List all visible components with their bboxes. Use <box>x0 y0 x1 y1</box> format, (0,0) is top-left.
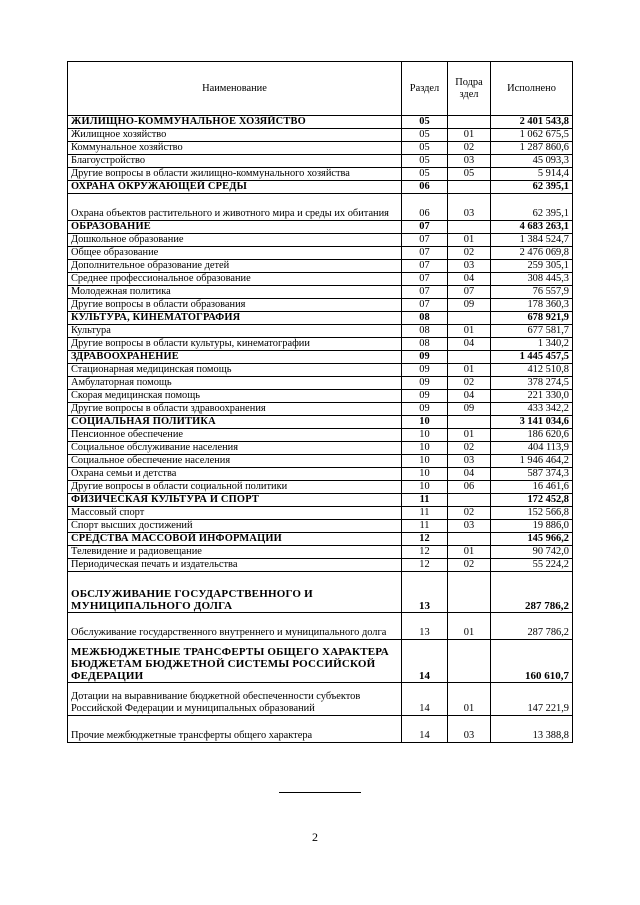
row-executed-amount: 1 287 860,6 <box>491 142 573 155</box>
row-subsection-code: 01 <box>448 613 491 640</box>
row-name: Прочие межбюджетные трансферты общего характера <box>68 716 402 743</box>
table-row <box>68 507 573 520</box>
row-name: Пенсионное обеспечение <box>68 429 402 442</box>
row-name: СОЦИАЛЬНАЯ ПОЛИТИКА <box>68 416 402 429</box>
row-section-code: 12 <box>402 533 448 546</box>
row-subsection-code: 04 <box>448 338 491 351</box>
table-row <box>68 559 573 572</box>
row-executed-amount: 4 683 263,1 <box>491 221 573 234</box>
row-subsection-code: 03 <box>448 455 491 468</box>
row-subsection-code <box>448 416 491 429</box>
row-subsection-code <box>448 533 491 546</box>
row-subsection-code: 02 <box>448 442 491 455</box>
table-row <box>68 247 573 260</box>
row-executed-amount: 677 581,7 <box>491 325 573 338</box>
row-section-code: 11 <box>402 520 448 533</box>
row-section-code: 05 <box>402 116 448 129</box>
row-executed-amount: 1 384 524,7 <box>491 234 573 247</box>
section-total-row <box>68 116 573 129</box>
row-subsection-code: 01 <box>448 683 491 716</box>
row-name: ЖИЛИЩНО-КОММУНАЛЬНОЕ ХОЗЯЙСТВО <box>68 116 402 129</box>
section-total-row <box>68 181 573 194</box>
row-name: МЕЖБЮДЖЕТНЫЕ ТРАНСФЕРТЫ ОБЩЕГО ХАРАКТЕРА БЮДЖЕТАМ БЮДЖЕТНОЙ СИСТЕМЫ РОССИЙСКОЙ ФЕДЕРАЦИИ <box>68 640 402 683</box>
row-section-code: 07 <box>402 286 448 299</box>
table-row <box>68 403 573 416</box>
row-executed-amount: 678 921,9 <box>491 312 573 325</box>
table-row <box>68 716 573 743</box>
page-number: 2 <box>312 830 318 844</box>
row-name: Стационарная медицинская помощь <box>68 364 402 377</box>
row-name: Социальное обслуживание населения <box>68 442 402 455</box>
row-section-code: 10 <box>402 416 448 429</box>
row-subsection-code: 09 <box>448 403 491 416</box>
row-name: Другие вопросы в области социальной политики <box>68 481 402 494</box>
row-executed-amount: 308 445,3 <box>491 273 573 286</box>
row-section-code: 10 <box>402 468 448 481</box>
row-name: Массовый спорт <box>68 507 402 520</box>
row-subsection-code: 01 <box>448 364 491 377</box>
row-section-code: 10 <box>402 429 448 442</box>
row-executed-amount: 76 557,9 <box>491 286 573 299</box>
table-row <box>68 613 573 640</box>
row-executed-amount: 378 274,5 <box>491 377 573 390</box>
row-executed-amount: 3 141 034,6 <box>491 416 573 429</box>
row-name: Другие вопросы в области жилищно-коммунального хозяйства <box>68 168 402 181</box>
row-section-code: 10 <box>402 455 448 468</box>
row-subsection-code <box>448 351 491 364</box>
section-total-row <box>68 312 573 325</box>
table-row <box>68 481 573 494</box>
table-row <box>68 455 573 468</box>
row-executed-amount: 287 786,2 <box>491 572 573 613</box>
row-section-code: 07 <box>402 221 448 234</box>
row-subsection-code: 02 <box>448 507 491 520</box>
header-executed: Исполнено <box>491 62 573 116</box>
row-section-code: 13 <box>402 572 448 613</box>
row-executed-amount: 62 395,1 <box>491 181 573 194</box>
section-total-row <box>68 351 573 364</box>
row-subsection-code <box>448 640 491 683</box>
row-executed-amount: 221 330,0 <box>491 390 573 403</box>
row-section-code: 06 <box>402 181 448 194</box>
table-row <box>68 299 573 312</box>
row-name: Другие вопросы в области образования <box>68 299 402 312</box>
row-executed-amount: 152 566,8 <box>491 507 573 520</box>
row-subsection-code: 04 <box>448 468 491 481</box>
row-subsection-code: 03 <box>448 716 491 743</box>
row-name: Дотации на выравнивание бюджетной обеспеченности субъектов Российской Федерации и муниципальных образований <box>68 683 402 716</box>
row-subsection-code: 01 <box>448 429 491 442</box>
row-executed-amount: 1 340,2 <box>491 338 573 351</box>
table-row <box>68 142 573 155</box>
row-executed-amount: 172 452,8 <box>491 494 573 507</box>
table-row <box>68 520 573 533</box>
row-executed-amount: 404 113,9 <box>491 442 573 455</box>
section-total-row <box>68 640 573 683</box>
row-subsection-code: 01 <box>448 129 491 142</box>
table-row <box>68 260 573 273</box>
row-section-code: 11 <box>402 507 448 520</box>
table-row <box>68 546 573 559</box>
row-name: ОХРАНА ОКРУЖАЮЩЕЙ СРЕДЫ <box>68 181 402 194</box>
row-name: Другие вопросы в области культуры, кинематографии <box>68 338 402 351</box>
row-name: Спорт высших достижений <box>68 520 402 533</box>
row-name: Благоустройство <box>68 155 402 168</box>
row-executed-amount: 160 610,7 <box>491 640 573 683</box>
header-name: Наименование <box>68 62 402 116</box>
row-section-code: 12 <box>402 559 448 572</box>
table-row <box>68 468 573 481</box>
row-section-code: 05 <box>402 142 448 155</box>
row-name: Среднее профессиональное образование <box>68 273 402 286</box>
row-section-code: 06 <box>402 194 448 221</box>
row-section-code: 10 <box>402 442 448 455</box>
row-name: Дошкольное образование <box>68 234 402 247</box>
row-subsection-code <box>448 572 491 613</box>
row-subsection-code: 03 <box>448 520 491 533</box>
row-name: Амбулаторная помощь <box>68 377 402 390</box>
row-section-code: 11 <box>402 494 448 507</box>
row-subsection-code: 05 <box>448 168 491 181</box>
row-subsection-code: 02 <box>448 247 491 260</box>
row-subsection-code <box>448 116 491 129</box>
row-subsection-code: 03 <box>448 194 491 221</box>
table-row <box>68 234 573 247</box>
row-executed-amount: 1 946 464,2 <box>491 455 573 468</box>
row-name: КУЛЬТУРА, КИНЕМАТОГРАФИЯ <box>68 312 402 325</box>
row-section-code: 14 <box>402 716 448 743</box>
row-section-code: 07 <box>402 234 448 247</box>
row-section-code: 05 <box>402 129 448 142</box>
row-name: Коммунальное хозяйство <box>68 142 402 155</box>
row-name: Жилищное хозяйство <box>68 129 402 142</box>
row-name: ЗДРАВООХРАНЕНИЕ <box>68 351 402 364</box>
row-name: Другие вопросы в области здравоохранения <box>68 403 402 416</box>
header-section: Раздел <box>402 62 448 116</box>
row-section-code: 07 <box>402 247 448 260</box>
row-executed-amount: 1 445 457,5 <box>491 351 573 364</box>
row-section-code: 08 <box>402 338 448 351</box>
row-section-code: 07 <box>402 260 448 273</box>
row-executed-amount: 5 914,4 <box>491 168 573 181</box>
table-row <box>68 429 573 442</box>
header-subsection: Подра здел <box>448 62 491 116</box>
row-subsection-code: 01 <box>448 546 491 559</box>
budget-execution-table <box>67 61 573 743</box>
row-subsection-code: 02 <box>448 559 491 572</box>
row-executed-amount: 90 742,0 <box>491 546 573 559</box>
row-section-code: 08 <box>402 325 448 338</box>
header-row <box>68 62 573 116</box>
row-executed-amount: 62 395,1 <box>491 194 573 221</box>
row-name: Дополнительное образование детей <box>68 260 402 273</box>
row-executed-amount: 1 062 675,5 <box>491 129 573 142</box>
section-total-row <box>68 416 573 429</box>
row-executed-amount: 178 360,3 <box>491 299 573 312</box>
row-name: Скорая медицинская помощь <box>68 390 402 403</box>
row-executed-amount: 587 374,3 <box>491 468 573 481</box>
row-subsection-code <box>448 312 491 325</box>
table-row <box>68 129 573 142</box>
row-subsection-code: 02 <box>448 142 491 155</box>
row-section-code: 08 <box>402 312 448 325</box>
section-total-row <box>68 494 573 507</box>
row-executed-amount: 16 461,6 <box>491 481 573 494</box>
row-subsection-code <box>448 221 491 234</box>
row-subsection-code: 07 <box>448 286 491 299</box>
row-executed-amount: 433 342,2 <box>491 403 573 416</box>
section-total-row <box>68 221 573 234</box>
row-executed-amount: 2 476 069,8 <box>491 247 573 260</box>
row-name: Социальное обеспечение населения <box>68 455 402 468</box>
row-name: Телевидение и радиовещание <box>68 546 402 559</box>
row-name: Молодежная политика <box>68 286 402 299</box>
table-row <box>68 683 573 716</box>
row-executed-amount: 19 886,0 <box>491 520 573 533</box>
row-section-code: 07 <box>402 299 448 312</box>
section-total-row <box>68 533 573 546</box>
row-name: СРЕДСТВА МАССОВОЙ ИНФОРМАЦИИ <box>68 533 402 546</box>
row-executed-amount: 55 224,2 <box>491 559 573 572</box>
row-section-code: 09 <box>402 364 448 377</box>
row-name: ФИЗИЧЕСКАЯ КУЛЬТУРА И СПОРТ <box>68 494 402 507</box>
row-section-code: 09 <box>402 351 448 364</box>
row-section-code: 14 <box>402 640 448 683</box>
row-section-code: 10 <box>402 481 448 494</box>
row-subsection-code: 04 <box>448 273 491 286</box>
table-row <box>68 442 573 455</box>
table-row <box>68 390 573 403</box>
table-row <box>68 286 573 299</box>
row-executed-amount: 147 221,9 <box>491 683 573 716</box>
table-row <box>68 168 573 181</box>
row-executed-amount: 13 388,8 <box>491 716 573 743</box>
row-section-code: 09 <box>402 377 448 390</box>
row-name: Охрана семьи и детства <box>68 468 402 481</box>
row-executed-amount: 287 786,2 <box>491 613 573 640</box>
row-executed-amount: 2 401 543,8 <box>491 116 573 129</box>
table-row <box>68 155 573 168</box>
row-section-code: 07 <box>402 273 448 286</box>
row-subsection-code: 01 <box>448 325 491 338</box>
row-name: ОБРАЗОВАНИЕ <box>68 221 402 234</box>
table-row <box>68 194 573 221</box>
table-row <box>68 273 573 286</box>
row-section-code: 09 <box>402 403 448 416</box>
row-subsection-code: 03 <box>448 260 491 273</box>
row-section-code: 05 <box>402 168 448 181</box>
row-executed-amount: 145 966,2 <box>491 533 573 546</box>
row-section-code: 09 <box>402 390 448 403</box>
row-section-code: 05 <box>402 155 448 168</box>
row-executed-amount: 45 093,3 <box>491 155 573 168</box>
row-subsection-code <box>448 494 491 507</box>
row-subsection-code: 03 <box>448 155 491 168</box>
row-name: Общее образование <box>68 247 402 260</box>
table-body <box>68 116 573 743</box>
row-subsection-code: 02 <box>448 377 491 390</box>
footer-divider <box>279 792 361 793</box>
row-subsection-code <box>448 181 491 194</box>
row-section-code: 12 <box>402 546 448 559</box>
table-row <box>68 364 573 377</box>
table-row <box>68 377 573 390</box>
table-row <box>68 338 573 351</box>
row-name: Обслуживание государственного внутреннего и муниципального долга <box>68 613 402 640</box>
row-executed-amount: 412 510,8 <box>491 364 573 377</box>
row-executed-amount: 259 305,1 <box>491 260 573 273</box>
row-subsection-code: 09 <box>448 299 491 312</box>
row-name: Периодическая печать и издательства <box>68 559 402 572</box>
row-name: Охрана объектов растительного и животного мира и среды их обитания <box>68 194 402 221</box>
row-name: ОБСЛУЖИВАНИЕ ГОСУДАРСТВЕННОГО И МУНИЦИПАЛЬНОГО ДОЛГА <box>68 572 402 613</box>
section-total-row <box>68 572 573 613</box>
row-section-code: 13 <box>402 613 448 640</box>
row-subsection-code: 01 <box>448 234 491 247</box>
row-name: Культура <box>68 325 402 338</box>
row-executed-amount: 186 620,6 <box>491 429 573 442</box>
row-subsection-code: 04 <box>448 390 491 403</box>
row-subsection-code: 06 <box>448 481 491 494</box>
row-section-code: 14 <box>402 683 448 716</box>
table-row <box>68 325 573 338</box>
